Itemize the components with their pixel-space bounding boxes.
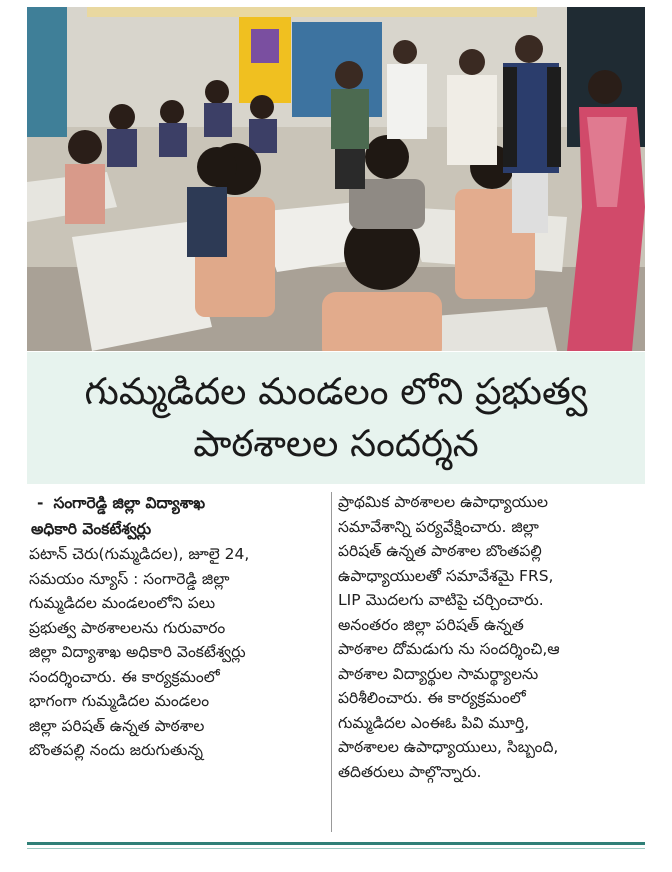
- headline-box: [27, 352, 645, 484]
- byline-line-2: అధికారి వెంకటేశ్వర్లు: [31, 520, 152, 538]
- byline-dash: -: [37, 494, 44, 512]
- article-column-left: [29, 490, 327, 763]
- bottom-rule: [27, 842, 645, 845]
- classroom-illustration: [27, 7, 645, 351]
- byline: [29, 490, 327, 542]
- article-column-right: [338, 490, 644, 784]
- column-divider: [331, 492, 332, 832]
- classroom-photo: [27, 7, 645, 351]
- headline-line-2: పాఠశాలల సందర్శన: [193, 422, 479, 465]
- article-text-left: పటాన్ చెరు(గుమ్మడిదల), జూలై 24, సమయం న్యూస్ : సంగారెడ్డి జిల్లా గుమ్మడిదల మండలంలోని పలు ప్రభుత్వ పాఠశాలలను గురువారం జిల్లా విద్యాశాఖ అధికారి వెంకటేశ్వర్లు సందర్శించారు. ఈ కార్యక్రమంలో భాగంగా గుమ్మడిదల మండలం జిల్లా పరిషత్ ఉన్నత పాఠశాల బొంతపల్లి నందు జరుగుతున్న: [29, 545, 250, 759]
- byline-line-1: సంగారెడ్డి జిల్లా విద్యాశాఖ: [53, 494, 206, 512]
- headline-line-1: గుమ్మడిదల మండలం లోని ప్రభుత్వ: [84, 370, 588, 413]
- article-text-right: ప్రాథమిక పాఠశాలల ఉపాధ్యాయుల సమావేశాన్ని పర్యవేక్షించారు. జిల్లా పరిషత్ ఉన్నత పాఠశాల బొంతపల్లి ఉపాధ్యాయులతో సమావేశమై FRS, LIP మొదలగు వాటిపై చర్చించారు. అనంతరం జిల్లా పరిషత్ ఉన్నత పాఠశాల దోమడుగు ను సందర్శించి,ఆ పాఠశాల విద్యార్థుల సామర్థ్యాలను పరిశీలించారు. ఈ కార్యక్రమంలో గుమ్మడిదల ఎంఈఓ పివి మూర్తి, పాఠశాలల ఉపాధ్యాయులు, సిబ్బంది, తదితరులు పాల్గొన్నారు.: [338, 493, 560, 781]
- bottom-rule-thin: [27, 848, 645, 849]
